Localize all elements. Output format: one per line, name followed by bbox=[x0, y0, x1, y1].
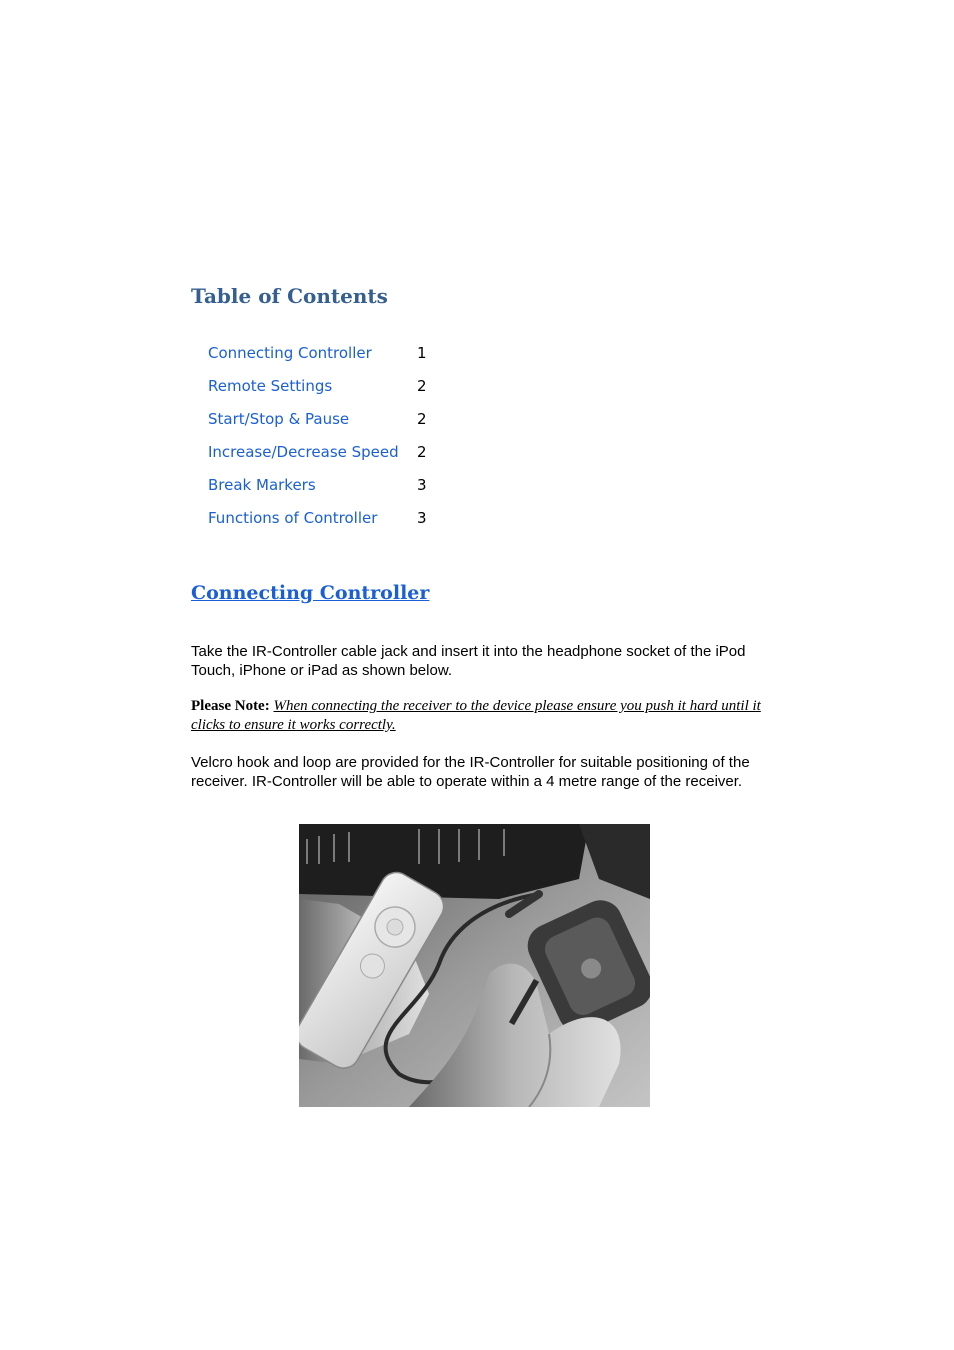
toc-page-number: 3 bbox=[417, 476, 427, 494]
toc-page-number: 1 bbox=[417, 344, 427, 362]
toc-entry[interactable] bbox=[208, 344, 468, 377]
controller-photo bbox=[299, 824, 650, 1107]
controller-photo-illustration bbox=[299, 824, 650, 1107]
section-heading-connecting-controller[interactable]: Connecting Controller bbox=[191, 582, 430, 604]
note-text: When connecting the receiver to the device please ensure you push it hard until it clicks to ensure it works correctly. bbox=[191, 698, 761, 733]
toc-link[interactable]: Remote Settings bbox=[208, 377, 333, 395]
toc-entry[interactable] bbox=[208, 377, 468, 410]
toc-entry[interactable] bbox=[208, 443, 468, 476]
toc-page-number: 2 bbox=[417, 443, 427, 461]
toc-link[interactable]: Connecting Controller bbox=[208, 344, 372, 362]
toc-link[interactable]: Functions of Controller bbox=[208, 509, 378, 527]
toc-page-number: 3 bbox=[417, 509, 427, 527]
toc-list bbox=[208, 344, 468, 542]
instruction-paragraph: Take the IR-Controller cable jack and insert it into the headphone socket of the iPod Touch, iPhone or iPad as shown below. bbox=[191, 643, 746, 679]
please-note bbox=[191, 697, 771, 735]
toc-page-number: 2 bbox=[417, 377, 427, 395]
toc-entry[interactable] bbox=[208, 476, 468, 509]
velcro-paragraph: Velcro hook and loop are provided for the IR-Controller for suitable positioning of the receiver. IR-Controller will be able to operate within a 4 metre range of the receiver. bbox=[191, 754, 750, 790]
toc-entry[interactable] bbox=[208, 509, 468, 542]
toc-heading: Table of Contents bbox=[191, 284, 388, 308]
toc-entry[interactable] bbox=[208, 410, 468, 443]
toc-link[interactable]: Start/Stop & Pause bbox=[208, 410, 350, 428]
toc-link[interactable]: Increase/Decrease Speed bbox=[208, 443, 399, 461]
note-label: Please Note: bbox=[191, 698, 270, 714]
toc-link[interactable]: Break Markers bbox=[208, 476, 316, 494]
toc-page-number: 2 bbox=[417, 410, 427, 428]
